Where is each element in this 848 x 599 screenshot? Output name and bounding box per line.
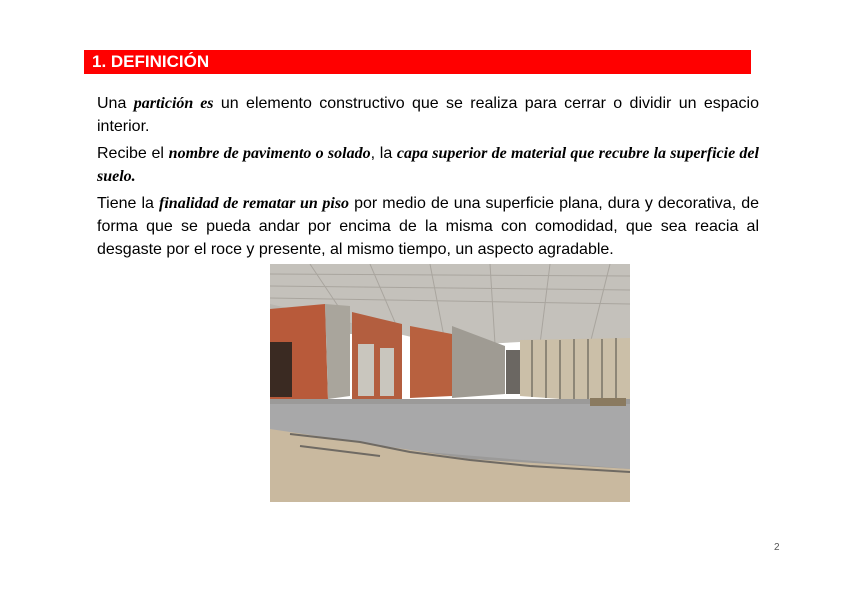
- paragraph-particion: [97, 92, 759, 138]
- text-run: , la: [370, 145, 397, 162]
- emphasis-run: partición es: [133, 95, 214, 112]
- section-header-bar: [84, 50, 751, 74]
- paragraph-finalidad: [97, 192, 759, 261]
- section-title: 1. DEFINICIÓN: [92, 52, 210, 71]
- text-run: Recibe el: [97, 145, 169, 162]
- emphasis-run: nombre de pavimento o solado: [168, 145, 371, 162]
- page-number: 2: [774, 542, 780, 553]
- text-run: Una: [97, 95, 134, 112]
- paragraph-pavimento: [97, 142, 759, 188]
- text-run: Tiene la: [97, 195, 160, 212]
- text-run: por medio de una superficie plana, dura y decorativa, de forma que se pueda andar por encima de la misma con comodidad, que sea reacia al desgaste por el roce y presente, al mismo tiempo, un aspecto agradable.: [97, 195, 760, 258]
- body-text: [97, 92, 759, 265]
- construction-site-photo: [270, 264, 630, 502]
- emphasis-run: finalidad de rematar un piso: [159, 195, 350, 212]
- text-run: un elemento constructivo que se realiza para cerrar o dividir un espacio interior.: [97, 95, 760, 135]
- emphasis-run: capa superior de material que recubre la superficie del suelo.: [97, 145, 759, 185]
